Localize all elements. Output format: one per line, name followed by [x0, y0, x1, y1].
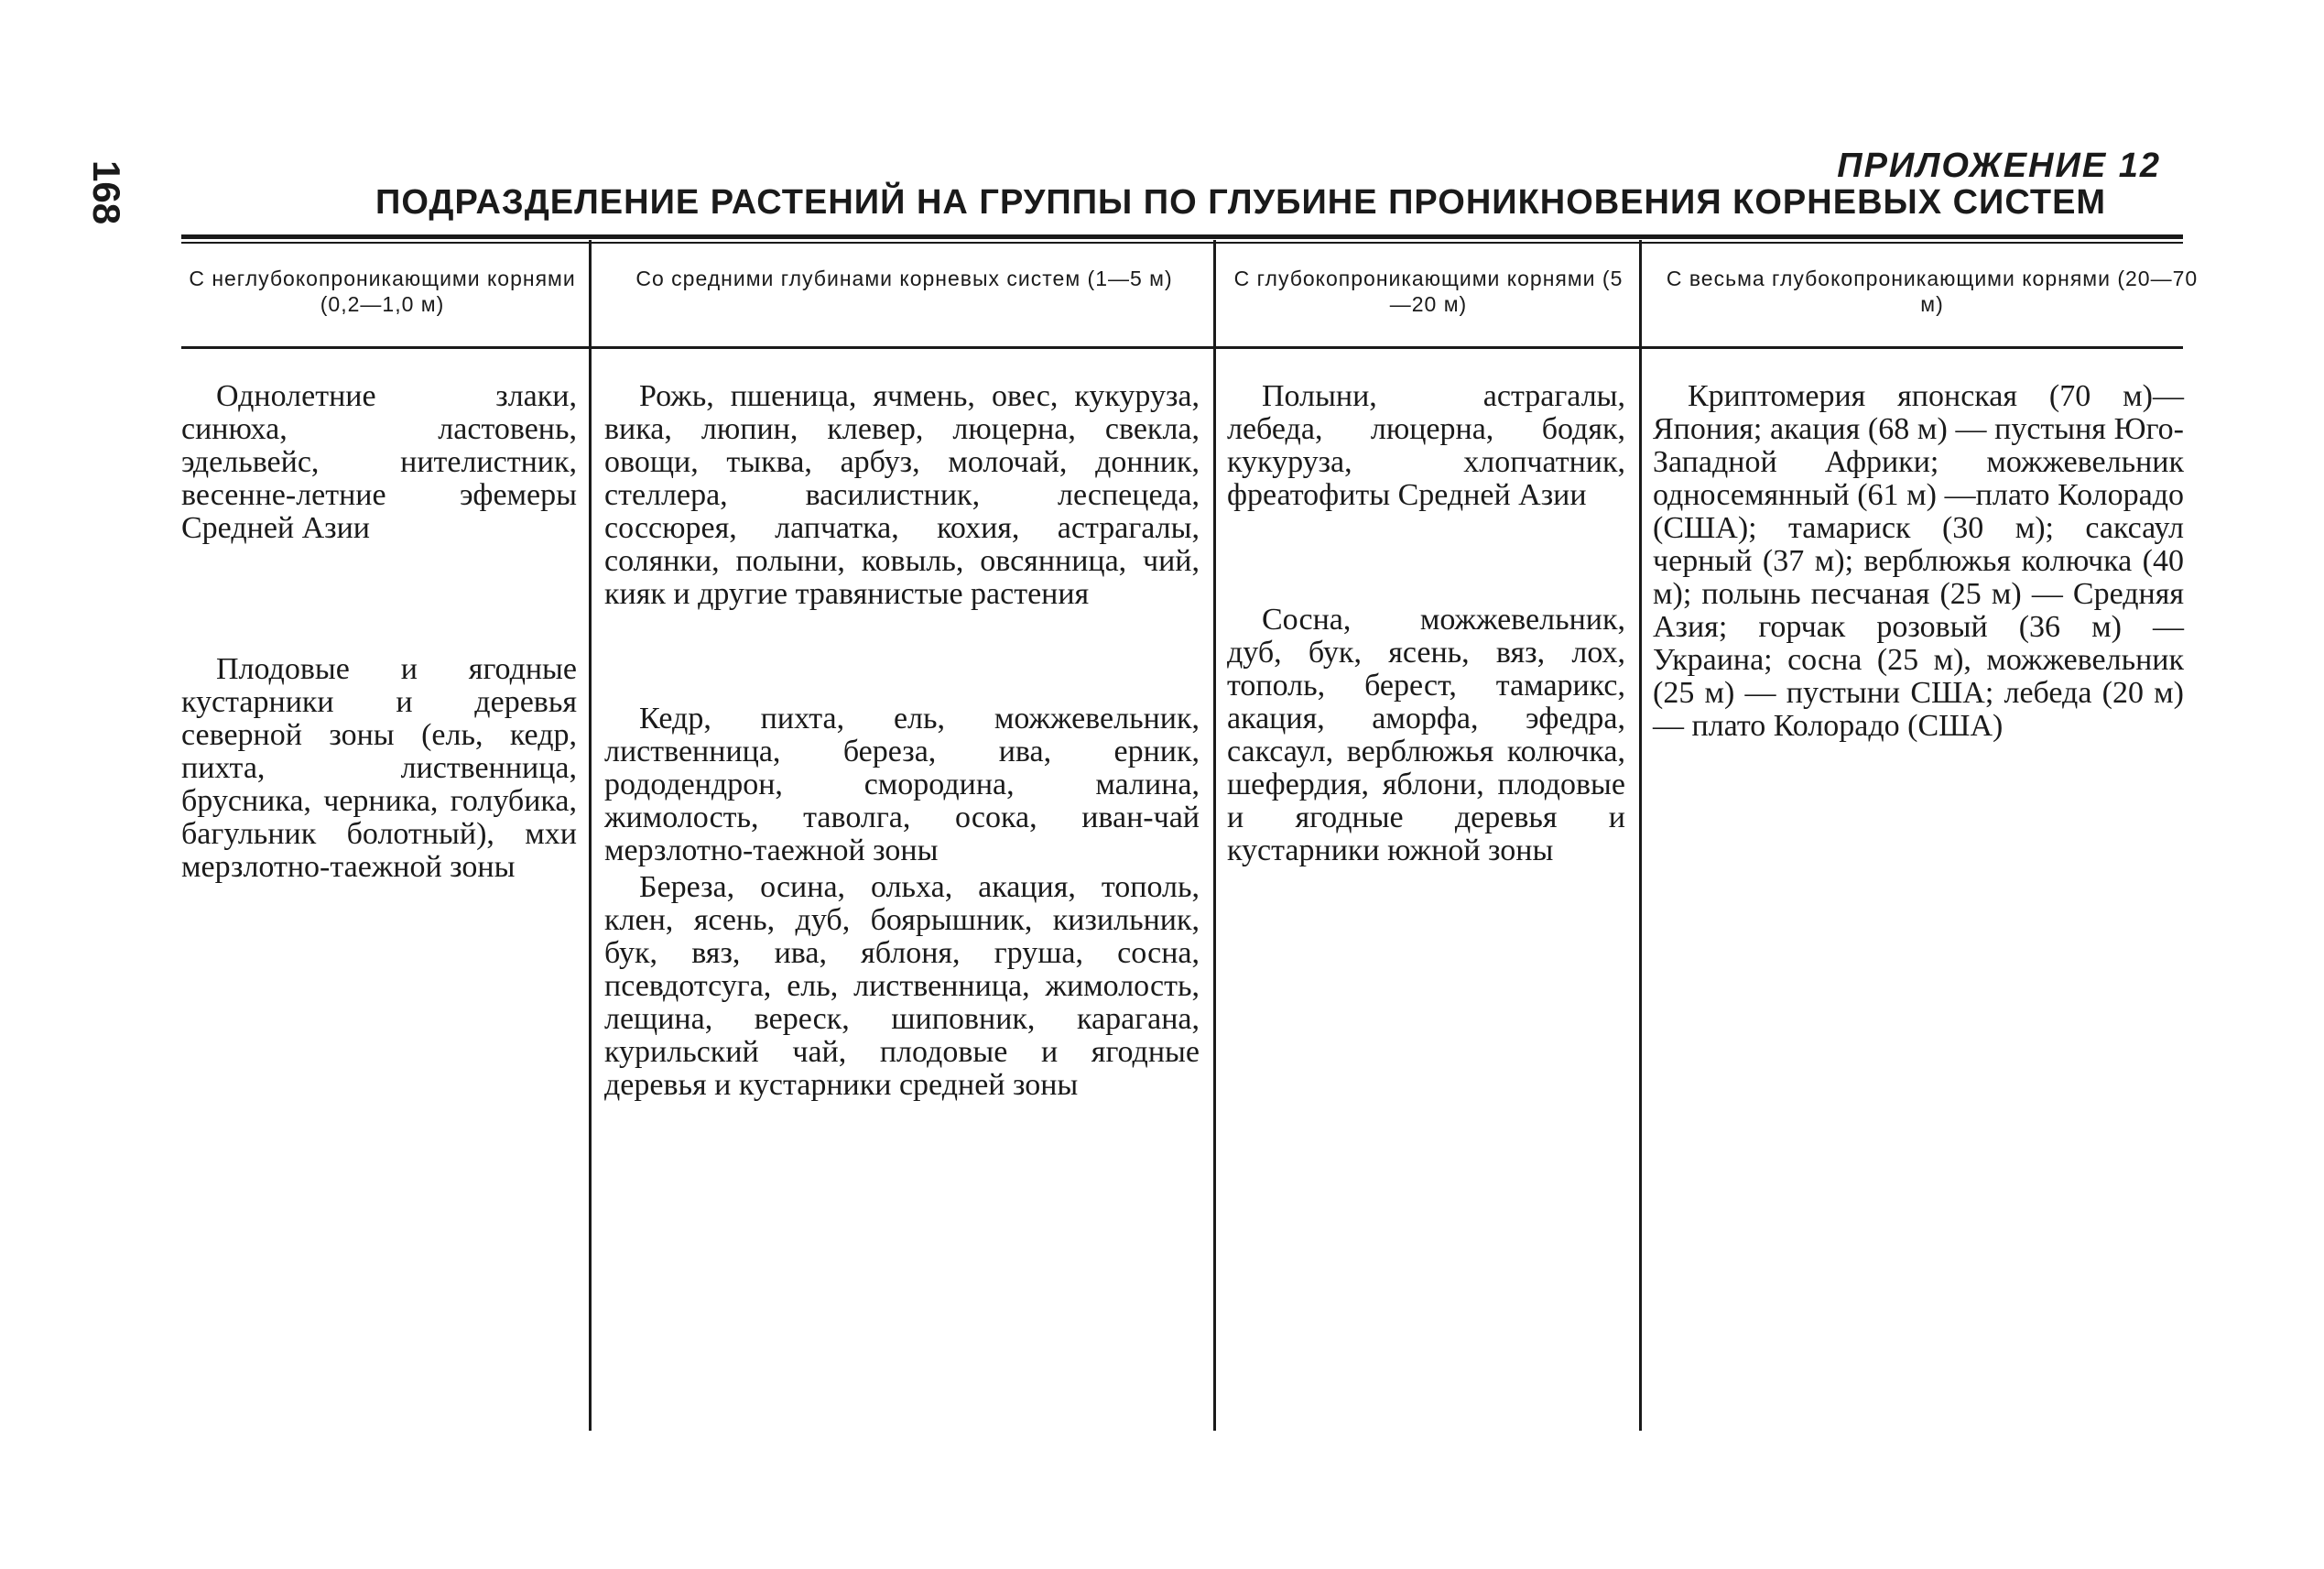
column-deep [1227, 380, 1625, 867]
column-separator [1213, 240, 1216, 1431]
appendix-label: ПРИЛОЖЕНИЕ 12 [1837, 147, 2161, 185]
header-bottom-rule [181, 346, 2183, 349]
table-cell-text: Береза, осина, ольха, акация, тополь, клен, ясень, дуб, боярышник, кизильник, бук, вяз, ива, яблоня, груша, сосна, псевдотсуга, ель, лиственница, жимолость, лещина, вереск, шиповник, карагана, курильский чай, плодовые и ягодные деревья и кустарники средней зоны [604, 870, 1200, 1102]
page-number: 168 [85, 160, 128, 225]
column-separator [1639, 240, 1642, 1431]
column-header-shallow: С неглубокопроникающими корнями (0,2—1,0 м) [189, 267, 576, 316]
table-cell-text: Плодовые и ягодные кустарники и деревья северной зоны (ель, кедр, пихта, лиственница, брусника, черника, голубика, багульник болотный), мхи мерзлотно-таежной зоны [181, 652, 577, 884]
page-title: ПОДРАЗДЕЛЕНИЕ РАСТЕНИЙ НА ГРУППЫ ПО ГЛУБИНЕ ПРОНИКНОВЕНИЯ КОРНЕВЫХ СИСТЕМ [375, 183, 2107, 222]
table-cell-text: Криптомерия японская (70 м)— Япония; акация (68 м) — пустыня Юго-Западной Африки; можжевельник односемянный (61 м) —плато Колорадо (США); тамариск (30 м); саксаул черный (37 м); верблюжья колючка (40 м); полынь песчаная (25 м) — Средняя Азия; горчак розовый (36 м) — Украина; сосна (25 м), можжевельник (25 м) — пустыни США; лебеда (20 м) — плато Колорадо (США) [1653, 379, 2184, 743]
table-cell-text: Полыни, астрагалы, лебеда, люцерна, бодяк, кукуруза, хлопчатник, фреатофиты Средней Азии [1227, 379, 1625, 512]
top-thin-rule [181, 242, 2183, 244]
table-cell-text: Сосна, можжевельник, дуб, бук, ясень, вяз, лох, тополь, берест, тамарикс, акация, аморфа, эфедра, саксаул, верблюжья колючка, шефердия, яблони, плодовые и ягодные деревья и кустарники южной зоны [1227, 603, 1625, 867]
column-header-deep: С глубокопроникающими корнями (5—20 м) [1233, 267, 1624, 316]
column-header-very-deep: С весьма глубокопроникающими корнями (20—70 м) [1666, 267, 2199, 316]
top-double-rule [181, 234, 2183, 239]
column-shallow [181, 380, 577, 884]
table-cell-text: Кедр, пихта, ель, можжевельник, лиственница, береза, ива, ерник, рододендрон, смородина, малина, жимолость, таволга, осока, иван-чай мерзлотно-таежной зоны [604, 702, 1200, 867]
table-cell-text: Рожь, пшеница, ячмень, овес, кукуруза, вика, люпин, клевер, люцерна, свекла, овощи, тыква, арбуз, молочай, донник, стеллера, василистник, леспецеда, соссюрея, лапчатка, кохия, астрагалы, солянки, полыни, ковыль, овсянница, чий, кияк и другие травянистые растения [604, 379, 1200, 611]
table-cell-text: Однолетние злаки, синюха, ластовень, эдельвейс, нителистник, весенне-летние эфемеры Средней Азии [181, 379, 577, 545]
column-medium [604, 380, 1200, 1102]
column-separator [589, 240, 592, 1431]
column-very-deep [1653, 380, 2184, 743]
column-header-medium: Со средними глубинами корневых систем (1—5 м) [635, 267, 1173, 290]
